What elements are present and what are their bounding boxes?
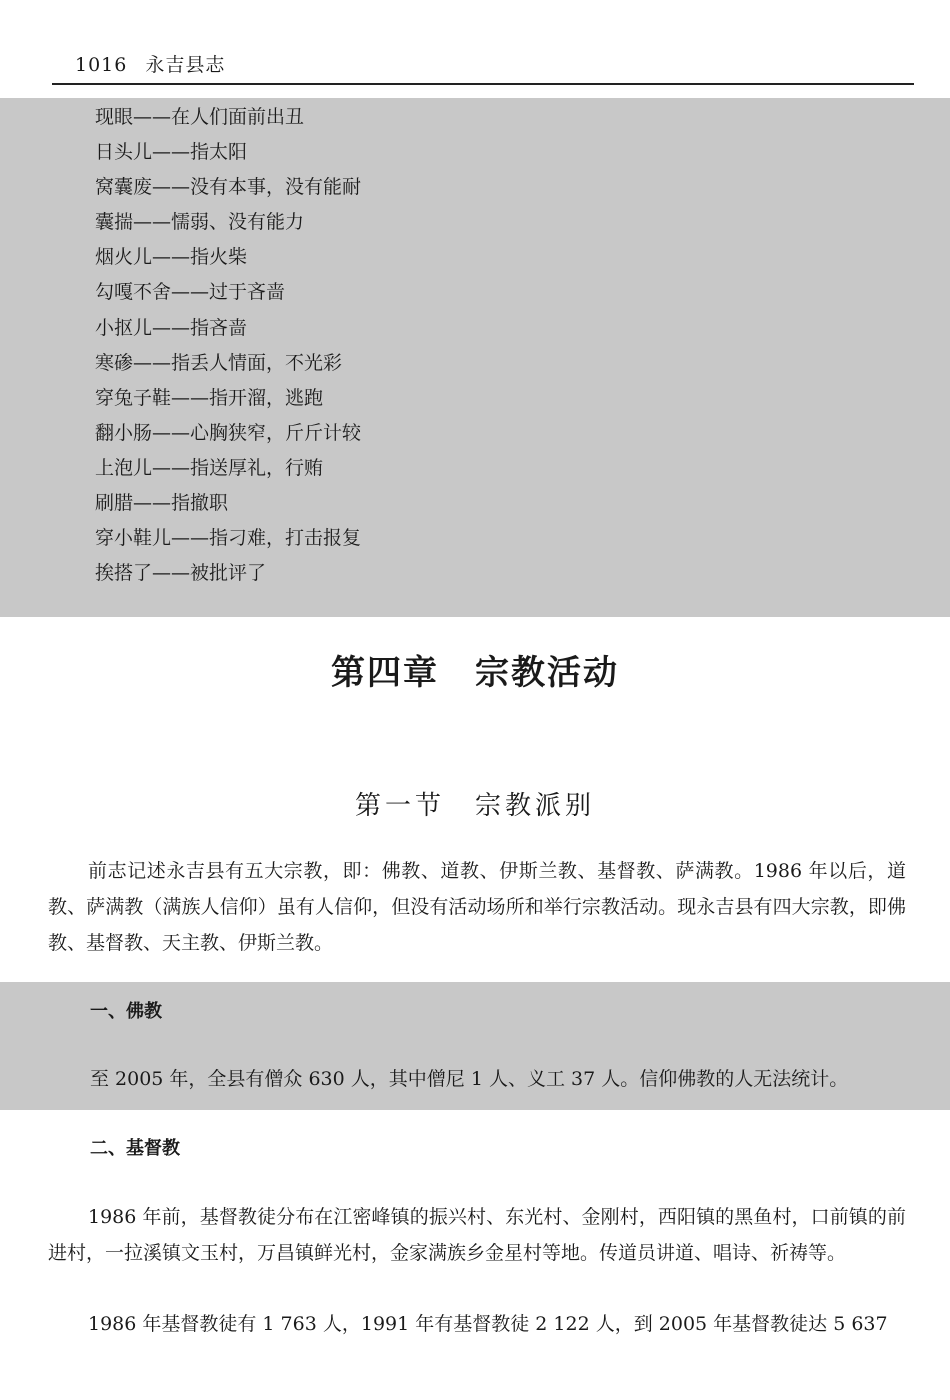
glossary-item: 日头儿——指太阳 bbox=[95, 141, 248, 164]
glossary-item: 穿兔子鞋——指开溜，逃跑 bbox=[95, 386, 324, 409]
christianity-paragraph-1: 1986 年前，基督教徒分布在江密峰镇的振兴村、东光村、金刚村，西阳镇的黑鱼村，口前镇的前进村，一拉溪镇文玉村，万昌镇鲜光村，金家满族乡金星村等地。传道员讲道、唱诗、祈祷等。 bbox=[48, 1206, 906, 1264]
chapter-title: 第四章 宗教活动 bbox=[331, 653, 619, 693]
glossary-item: 烟火儿——指火柴 bbox=[95, 246, 248, 269]
buddhism-heading: 一、佛教 bbox=[90, 1001, 162, 1022]
glossary-item: 挨搭了——被批评了 bbox=[95, 562, 267, 585]
glossary-item: 窝囊废——没有本事，没有能耐 bbox=[95, 176, 362, 199]
running-header bbox=[75, 50, 225, 77]
intro-paragraph: 前志记述永吉县有五大宗教，即：佛教、道教、伊斯兰教、基督教、萨满教。1986 年以后，道教、萨满教（满族人信仰）虽有人信仰，但没有活动场所和举行宗教活动。现永吉县有四大宗教，即佛教、基督教、天主教、伊斯兰教。 bbox=[48, 860, 906, 954]
header-rule bbox=[52, 83, 914, 85]
christianity-heading: 二、基督教 bbox=[90, 1138, 180, 1159]
section-title: 第一节 宗教派别 bbox=[354, 791, 595, 821]
book-title: 永吉县志 bbox=[145, 54, 226, 76]
page-header bbox=[0, 0, 950, 98]
glossary-item: 囊揣——懦弱、没有能力 bbox=[95, 211, 305, 234]
dialect-glossary bbox=[95, 100, 361, 591]
glossary-item: 小抠儿——指吝啬 bbox=[95, 316, 248, 339]
glossary-item: 翻小肠——心胸狭窄，斤斤计较 bbox=[95, 421, 362, 444]
glossary-item: 寒碜——指丢人情面，不光彩 bbox=[95, 351, 343, 374]
buddhism-paragraph: 至 2005 年，全县有僧众 630 人，其中僧尼 1 人、义工 37 人。信仰佛教的人无法统计。 bbox=[90, 1068, 849, 1090]
glossary-item: 现眼——在人们面前出丑 bbox=[95, 106, 305, 128]
glossary-item: 刷腊——指撤职 bbox=[95, 492, 229, 515]
page-number: 1016 bbox=[75, 54, 128, 76]
glossary-item: 上泡儿——指送厚礼，行贿 bbox=[95, 456, 324, 479]
christianity-paragraph-2: 1986 年基督教徒有 1 763 人，1991 年有基督教徒 2 122 人，到 2005 年基督教徒达 5 637 bbox=[88, 1313, 888, 1335]
glossary-item: 穿小鞋儿——指刁难，打击报复 bbox=[95, 527, 362, 550]
glossary-item: 勾嘎不舍——过于吝啬 bbox=[95, 281, 286, 304]
